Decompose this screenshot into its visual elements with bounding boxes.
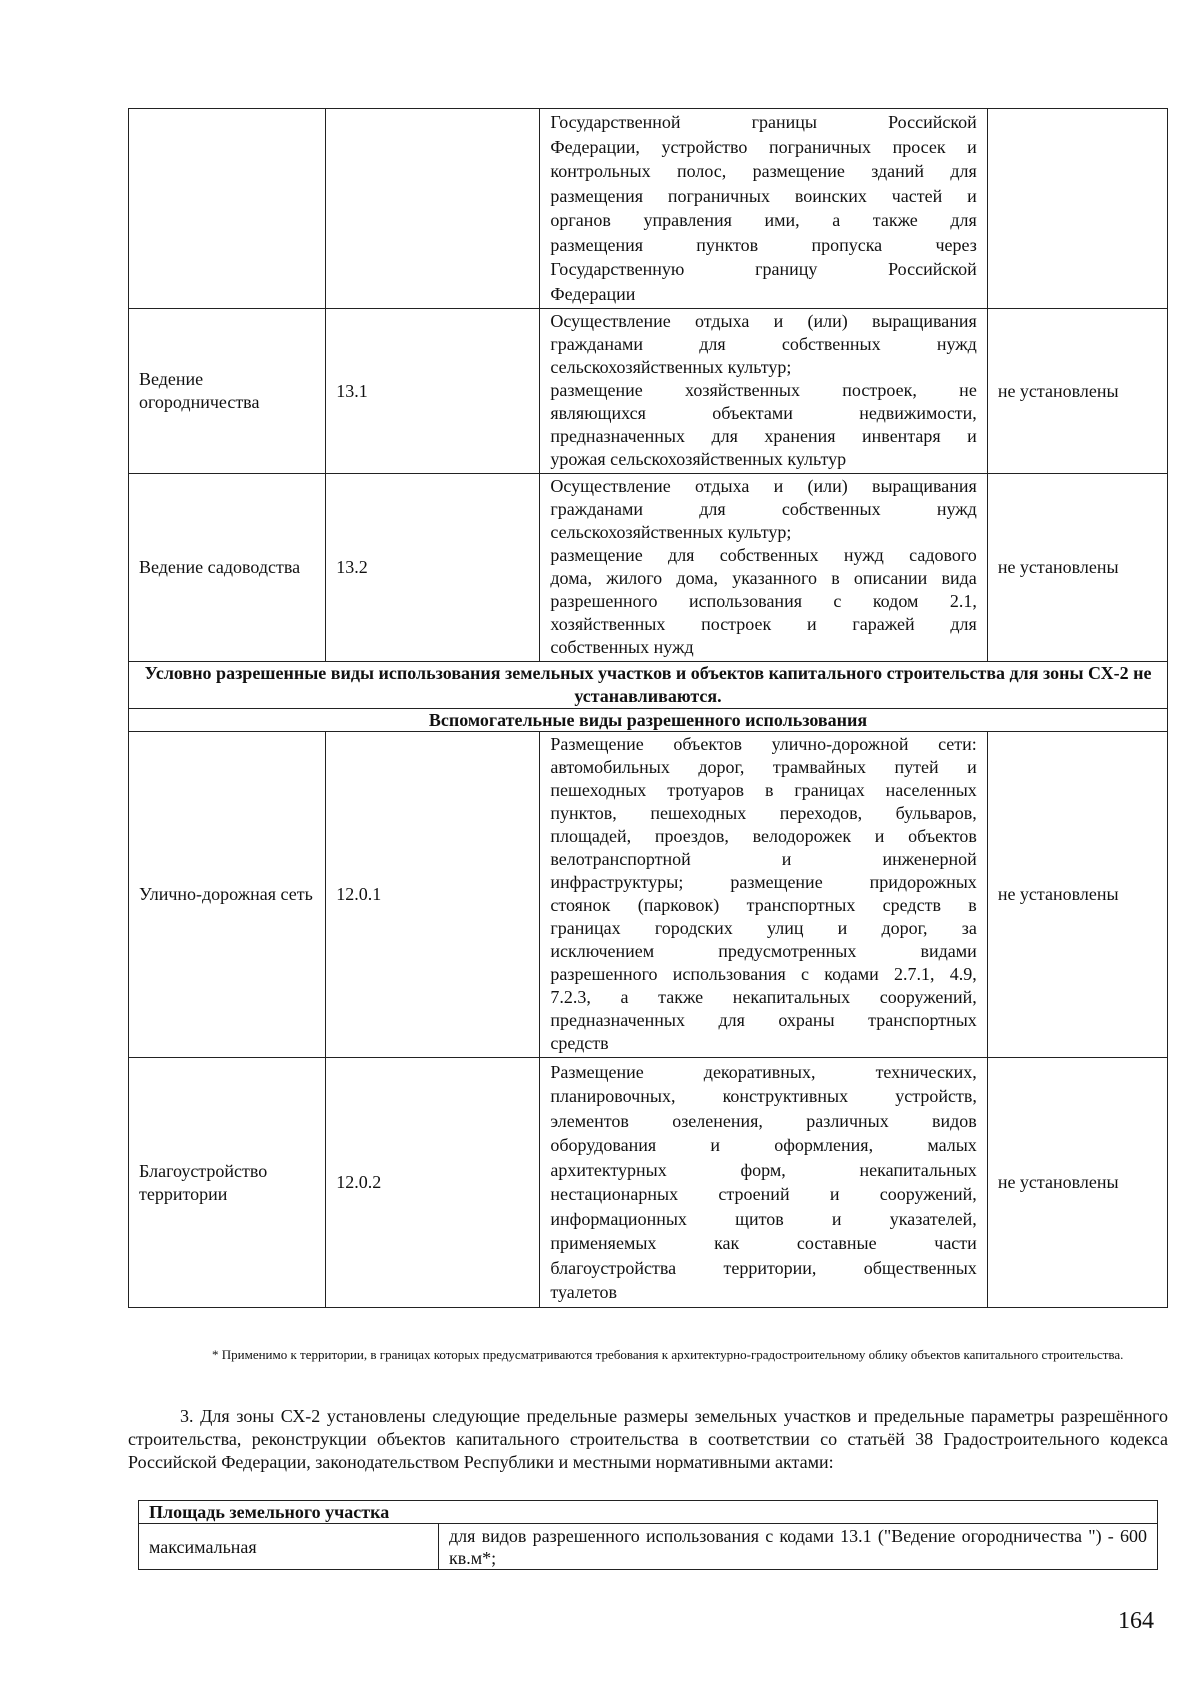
conditional-uses-header: Условно разрешенные виды использования земельных участков и объектов капитального строительства для зоны СХ-2 не устанавливаются.	[129, 662, 1168, 709]
auxiliary-uses-header: Вспомогательные виды разрешенного использования	[129, 709, 1168, 732]
description-text: Осуществление отдыха и (или) выращивания гражданами для собственных нужд сельскохозяйственных культур; размещение хозяйственных построек, не являющихся объектами недвижимости, предназначенных для хранения инвентаря и урожая сельскохозяйственных культур	[550, 311, 977, 469]
params-cell: не установлены	[987, 1058, 1167, 1308]
params-cell: не установлены	[987, 732, 1167, 1058]
land-area-table	[138, 1500, 1158, 1570]
table-row	[139, 1524, 1158, 1570]
params-cell: не установлены	[987, 309, 1167, 474]
table-row	[129, 709, 1168, 732]
footnote: * Применимо к территории, в границах которых предусматриваются требования к архитектурно-градостроительному облику объектов капитального строительства.	[212, 1347, 1124, 1362]
description-cell	[540, 1058, 987, 1308]
description-cell	[540, 109, 987, 309]
code-cell: 12.0.1	[326, 732, 540, 1058]
name-cell: Благоустройство территории	[129, 1058, 326, 1308]
description-text: Государственной границы Российской Федерации, устройство пограничных просек и контрольных полос, размещение зданий для размещения пограничных воинских частей и органов управления ими, а также для размещения пунктов пропуска через Государственную границу Российской Федерации	[550, 112, 977, 304]
params-cell	[987, 109, 1167, 309]
name-cell	[129, 109, 326, 309]
area-row-value: для видов разрешенного использования с кодами 13.1 ("Ведение огородничества ") - 600 кв.м*;	[439, 1524, 1158, 1570]
table-row	[129, 474, 1168, 662]
description-cell	[540, 309, 987, 474]
table-row	[129, 1058, 1168, 1308]
table-row	[129, 109, 1168, 309]
paragraph-3: 3. Для зоны СХ-2 установлены следующие предельные размеры земельных участков и предельные параметры разрешённого строительства, реконструкции объектов капитального строительства в соответствии со статьёй 38 Градостроительного кодекса Российской Федерации, законодательством Республики и местными нормативными актами:	[128, 1406, 1168, 1472]
area-table-header: Площадь земельного участка	[139, 1501, 1158, 1524]
area-row-label: максимальная	[139, 1524, 439, 1570]
name-cell: Ведение садоводства	[129, 474, 326, 662]
name-cell: Улично-дорожная сеть	[129, 732, 326, 1058]
table-row	[129, 732, 1168, 1058]
description-cell	[540, 474, 987, 662]
description-text: Размещение декоративных, технических, планировочных, конструктивных устройств, элементов озеленения, различных видов оборудования и оформления, малых архитектурных форм, некапитальных нестационарных строений и сооружений, информационных щитов и указателей, применяемых как составные части благоустройства территории, общественных туалетов	[550, 1061, 977, 1302]
description-text: Размещение объектов улично-дорожной сети: автомобильных дорог, трамвайных путей и пешеходных тротуаров в границах населенных пунктов, пешеходных переходов, бульваров, площадей, проездов, велодорожек и объектов велотранспортной и инженерной инфраструктуры; размещение придорожных стоянок (парковок) транспортных средств в границах городских улиц и дорог, за исключением предусмотренных видами разрешенного использования с кодами 2.7.1, 4.9, 7.2.3, а также некапитальных сооружений, предназначенных для охраны транспортных средств	[550, 734, 977, 1053]
description-text: Осуществление отдыха и (или) выращивания гражданами для собственных нужд сельскохозяйственных культур; размещение для собственных нужд садового дома, жилого дома, указанного в описании вида разрешенного использования с кодом 2.1, хозяйственных построек и гаражей для собственных нужд	[550, 476, 977, 657]
description-cell	[540, 732, 987, 1058]
code-cell: 12.0.2	[326, 1058, 540, 1308]
name-cell: Ведение огородничества	[129, 309, 326, 474]
table-row	[129, 662, 1168, 709]
table-row	[129, 309, 1168, 474]
params-cell: не установлены	[987, 474, 1167, 662]
code-cell	[326, 109, 540, 309]
code-cell: 13.1	[326, 309, 540, 474]
land-use-table	[128, 108, 1168, 1308]
page-number: 164	[1118, 1608, 1154, 1634]
table-row	[139, 1501, 1158, 1524]
code-cell: 13.2	[326, 474, 540, 662]
